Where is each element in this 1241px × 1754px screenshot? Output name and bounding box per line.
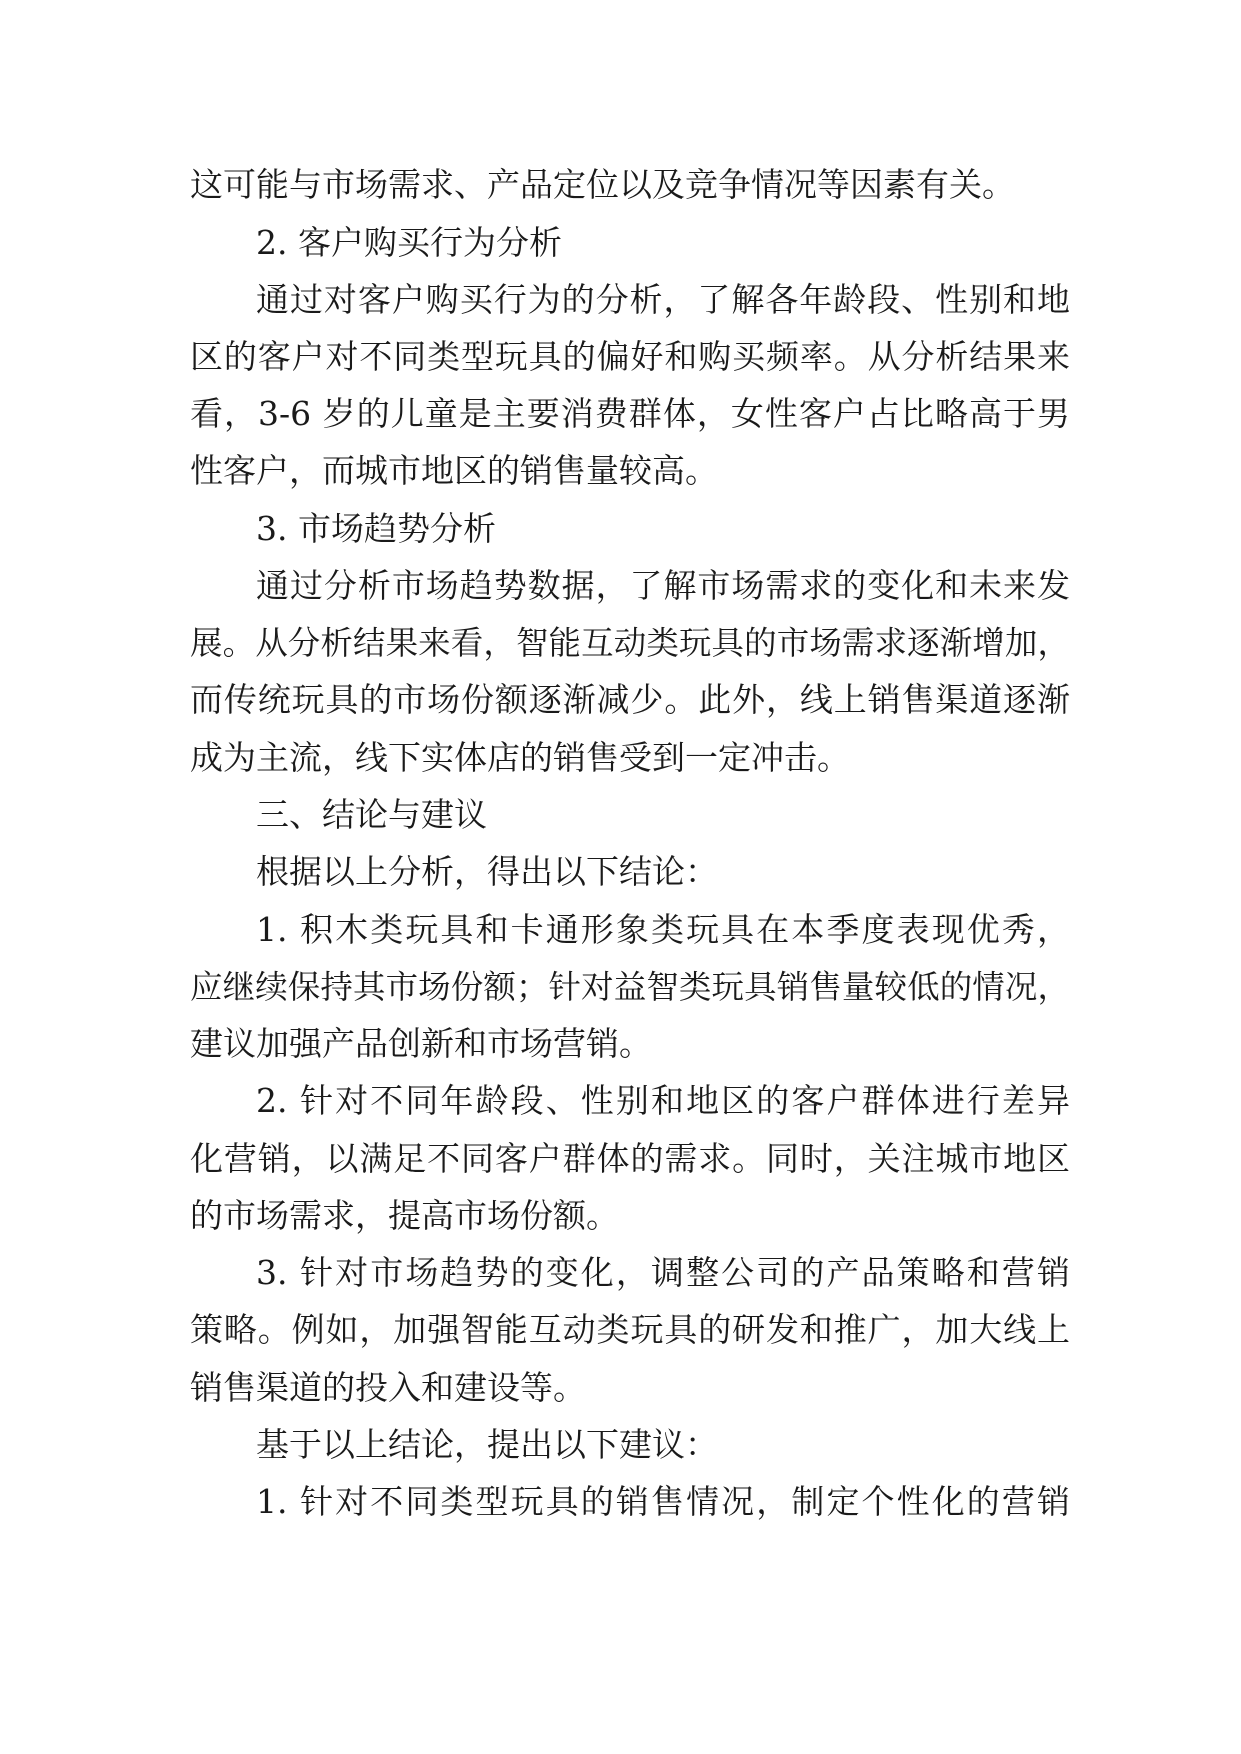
list-item-line: 建议加强产品创新和市场营销。 bbox=[190, 1024, 652, 1063]
list-item-line: 3. 针对市场趋势的变化，调整公司的产品策略和营销 bbox=[256, 1253, 1070, 1292]
paragraph-line: 区的客户对不同类型玩具的偏好和购买频率。从分析结果来 bbox=[190, 337, 1070, 376]
list-item-line: 策略。例如，加强智能互动类玩具的研发和推广，加大线上 bbox=[190, 1310, 1070, 1349]
list-item-line: 1. 积木类玩具和卡通形象类玩具在本季度表现优秀， bbox=[256, 910, 1070, 949]
list-item-line: 的市场需求，提高市场份额。 bbox=[190, 1196, 619, 1235]
paragraph-line: 基于以上结论，提出以下建议： bbox=[256, 1425, 718, 1464]
paragraph-line: 展。从分析结果来看，智能互动类玩具的市场需求逐渐增加， bbox=[190, 624, 1070, 662]
paragraph-line: 看，3-6 岁的儿童是主要消费群体，女性客户占比略高于男 bbox=[190, 394, 1070, 433]
paragraph-line: 性客户，而城市地区的销售量较高。 bbox=[190, 451, 718, 490]
list-item-line: 应继续保持其市场份额；针对益智类玩具销售量较低的情况， bbox=[190, 968, 1070, 1006]
paragraph-line: 根据以上分析，得出以下结论： bbox=[256, 852, 718, 891]
section-heading: 三、结论与建议 bbox=[256, 795, 487, 834]
paragraph-line: 而传统玩具的市场份额逐渐减少。此外，线上销售渠道逐渐 bbox=[190, 680, 1070, 719]
paragraph-line: 通过分析市场趋势数据，了解市场需求的变化和未来发 bbox=[256, 566, 1070, 605]
section-heading: 3. 市场趋势分析 bbox=[256, 509, 496, 548]
list-item-line: 销售渠道的投入和建设等。 bbox=[190, 1368, 586, 1407]
list-item-line: 化营销，以满足不同客户群体的需求。同时，关注城市地区 bbox=[190, 1139, 1070, 1178]
section-heading: 2. 客户购买行为分析 bbox=[256, 223, 562, 262]
paragraph-line: 通过对客户购买行为的分析，了解各年龄段、性别和地 bbox=[256, 280, 1070, 319]
list-item-line: 1. 针对不同类型玩具的销售情况，制定个性化的营销 bbox=[256, 1482, 1070, 1521]
paragraph-line: 这可能与市场需求、产品定位以及竞争情况等因素有关。 bbox=[190, 165, 1015, 204]
list-item-line: 2. 针对不同年龄段、性别和地区的客户群体进行差异 bbox=[256, 1081, 1070, 1120]
paragraph-line: 成为主流，线下实体店的销售受到一定冲击。 bbox=[190, 738, 850, 777]
